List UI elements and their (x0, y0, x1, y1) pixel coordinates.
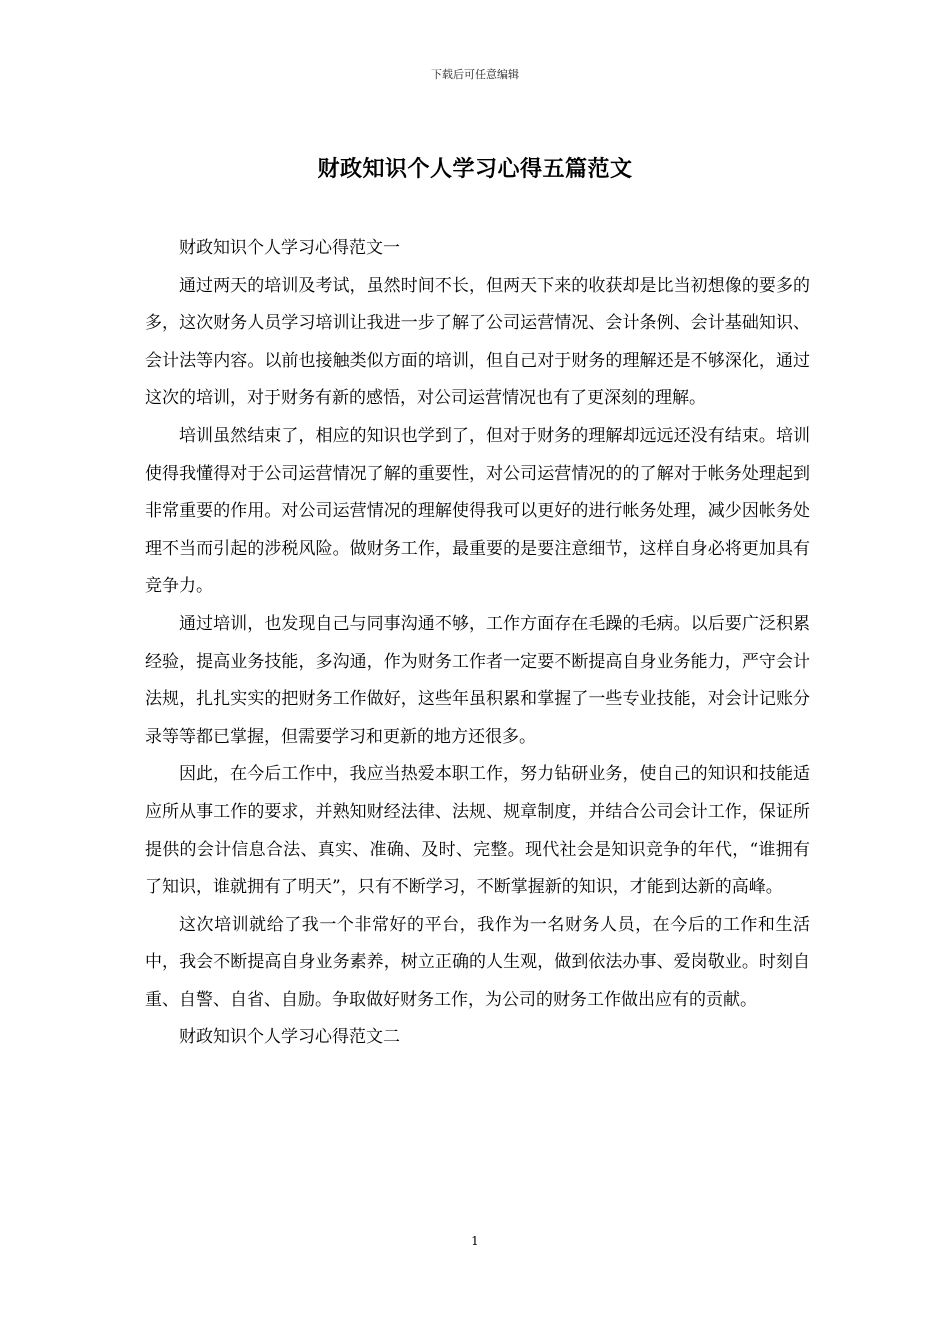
body-paragraph: 因此，在今后工作中，我应当热爱本职工作，努力钻研业务，使自己的知识和技能适应所从事工作的要求，并熟知财经法律、法规、规章制度，并结合公司会计工作，保证所提供的会计信息合法、真实、准确、及时、完整。现代社会是知识竞争的年代，“谁拥有了知识，谁就拥有了明天”，只有不断学习，不断掌握新的知识，才能到达新的高峰。 (145, 764, 810, 898)
body-paragraph: 这次培训就给了我一个非常好的平台，我作为一名财务人员，在今后的工作和生活中，我会不断提高自身业务素养，树立正确的人生观，做到依法办事、爱岗敬业。时刻自重、自警、自省、自励。争取做好财务工作，为公司的财务工作做出应有的贡献。 (145, 914, 810, 1010)
document-title: 财政知识个人学习心得五篇范文 (317, 156, 633, 182)
section-heading-2: 财政知识个人学习心得范文二 (179, 1027, 400, 1048)
document-body (145, 230, 810, 1057)
page-header: 下载后可任意编辑 (431, 68, 519, 81)
body-paragraph: 通过培训，也发现自己与同事沟通不够，工作方面存在毛躁的毛病。以后要广泛积累经验，提高业务技能，多沟通，作为财务工作者一定要不断提高自身业务能力，严守会计法规，扎扎实实的把财务工作做好，这些年虽积累和掌握了一些专业技能，对会计记账分录等等都已掌握，但需要学习和更新的地方还很多。 (145, 613, 810, 747)
section-heading-1: 财政知识个人学习心得范文一 (179, 238, 400, 258)
page-number: 1 (471, 1234, 479, 1248)
body-paragraph: 通过两天的培训及考试，虽然时间不长，但两天下来的收获却是比当初想像的要多的多，这次财务人员学习培训让我进一步了解了公司运营情况、会计条例、会计基础知识、会计法等内容。以前也接触类似方面的培训，但自己对于财务的理解还是不够深化，通过这次的培训，对于财务有新的感悟，对公司运营情况也有了更深刻的理解。 (145, 275, 810, 409)
body-paragraph: 培训虽然结束了，相应的知识也学到了，但对于财务的理解却远远还没有结束。培训使得我懂得对于公司运营情况了解的重要性，对公司运营情况的的了解对于帐务处理起到非常重要的作用。对公司运营情况的理解使得我可以更好的进行帐务处理，减少因帐务处理不当而引起的涉税风险。做财务工作，最重要的是要注意细节，这样自身必将更加具有竞争力。 (145, 425, 810, 597)
